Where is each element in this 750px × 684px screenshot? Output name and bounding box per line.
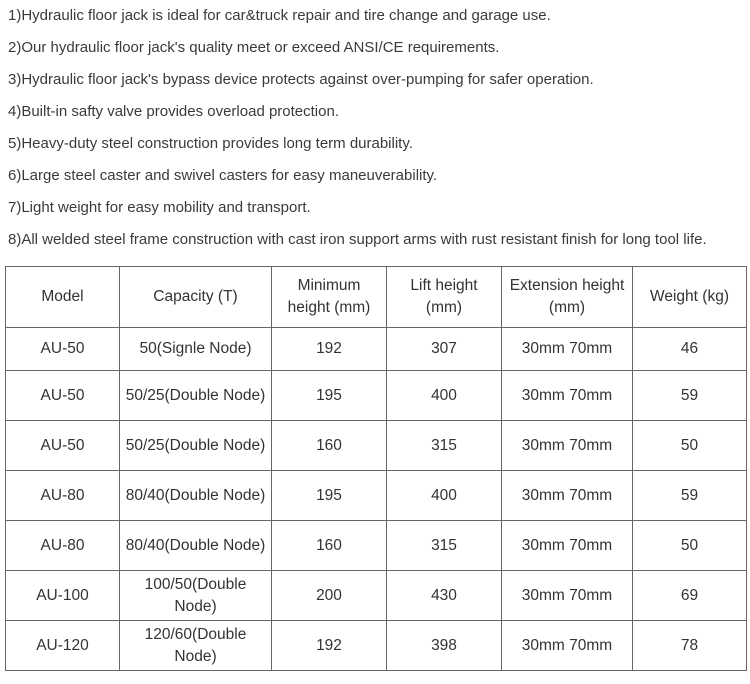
- table-header-row: [6, 267, 747, 328]
- cell-lift-height: 315: [387, 421, 502, 471]
- cell-minimum-height: 192: [272, 328, 387, 371]
- cell-extension-height: 30mm 70mm: [502, 328, 633, 371]
- table-row: [6, 521, 747, 571]
- cell-weight: 50: [633, 521, 747, 571]
- cell-lift-height: 400: [387, 471, 502, 521]
- cell-minimum-height: 160: [272, 521, 387, 571]
- cell-weight: 46: [633, 328, 747, 371]
- cell-capacity: 50(Signle Node): [120, 328, 272, 371]
- cell-minimum-height: 195: [272, 371, 387, 421]
- cell-capacity: 50/25(Double Node): [120, 371, 272, 421]
- table-row: [6, 471, 747, 521]
- cell-model: AU-50: [6, 421, 120, 471]
- cell-weight: 69: [633, 571, 747, 621]
- feature-item: 3)Hydraulic floor jack's bypass device protects against over-pumping for safer operation.: [8, 71, 594, 88]
- cell-extension-height: 30mm 70mm: [502, 621, 633, 671]
- header-model: Model: [6, 267, 120, 328]
- feature-item: 5)Heavy-duty steel construction provides long term durability.: [8, 135, 413, 152]
- cell-extension-height: 30mm 70mm: [502, 571, 633, 621]
- cell-model: AU-120: [6, 621, 120, 671]
- cell-weight: 59: [633, 371, 747, 421]
- feature-list: [8, 0, 750, 256]
- cell-model: AU-80: [6, 521, 120, 571]
- cell-weight: 78: [633, 621, 747, 671]
- table-row: [6, 621, 747, 671]
- cell-minimum-height: 195: [272, 471, 387, 521]
- feature-item: 2)Our hydraulic floor jack's quality meet or exceed ANSI/CE requirements.: [8, 39, 500, 56]
- cell-extension-height: 30mm 70mm: [502, 421, 633, 471]
- table-row: [6, 328, 747, 371]
- cell-extension-height: 30mm 70mm: [502, 521, 633, 571]
- cell-extension-height: 30mm 70mm: [502, 471, 633, 521]
- cell-capacity: 80/40(Double Node): [120, 471, 272, 521]
- cell-capacity: 80/40(Double Node): [120, 521, 272, 571]
- cell-minimum-height: 200: [272, 571, 387, 621]
- cell-lift-height: 400: [387, 371, 502, 421]
- feature-item: 7)Light weight for easy mobility and transport.: [8, 199, 311, 216]
- cell-model: AU-80: [6, 471, 120, 521]
- feature-item: 8)All welded steel frame construction with cast iron support arms with rust resistant finish for long tool life.: [8, 231, 707, 248]
- header-weight: Weight (kg): [633, 267, 747, 328]
- table-row: [6, 371, 747, 421]
- spec-table: [5, 266, 747, 671]
- cell-weight: 59: [633, 471, 747, 521]
- cell-minimum-height: 192: [272, 621, 387, 671]
- header-lift-height: Lift height (mm): [387, 267, 502, 328]
- feature-item: 6)Large steel caster and swivel casters for easy maneuverability.: [8, 167, 438, 184]
- cell-lift-height: 307: [387, 328, 502, 371]
- feature-item: 1)Hydraulic floor jack is ideal for car&truck repair and tire change and garage use.: [8, 7, 551, 24]
- cell-capacity: 120/60(Double Node): [120, 621, 272, 671]
- feature-item: 4)Built-in safty valve provides overload protection.: [8, 103, 339, 120]
- cell-capacity: 100/50(Double Node): [120, 571, 272, 621]
- cell-model: AU-100: [6, 571, 120, 621]
- cell-model: AU-50: [6, 371, 120, 421]
- cell-capacity: 50/25(Double Node): [120, 421, 272, 471]
- cell-model: AU-50: [6, 328, 120, 371]
- cell-extension-height: 30mm 70mm: [502, 371, 633, 421]
- cell-minimum-height: 160: [272, 421, 387, 471]
- cell-lift-height: 398: [387, 621, 502, 671]
- cell-lift-height: 430: [387, 571, 502, 621]
- header-capacity: Capacity (T): [120, 267, 272, 328]
- cell-weight: 50: [633, 421, 747, 471]
- header-extension-height: Extension height (mm): [502, 267, 633, 328]
- header-minimum-height: Minimum height (mm): [272, 267, 387, 328]
- table-row: [6, 571, 747, 621]
- cell-lift-height: 315: [387, 521, 502, 571]
- table-row: [6, 421, 747, 471]
